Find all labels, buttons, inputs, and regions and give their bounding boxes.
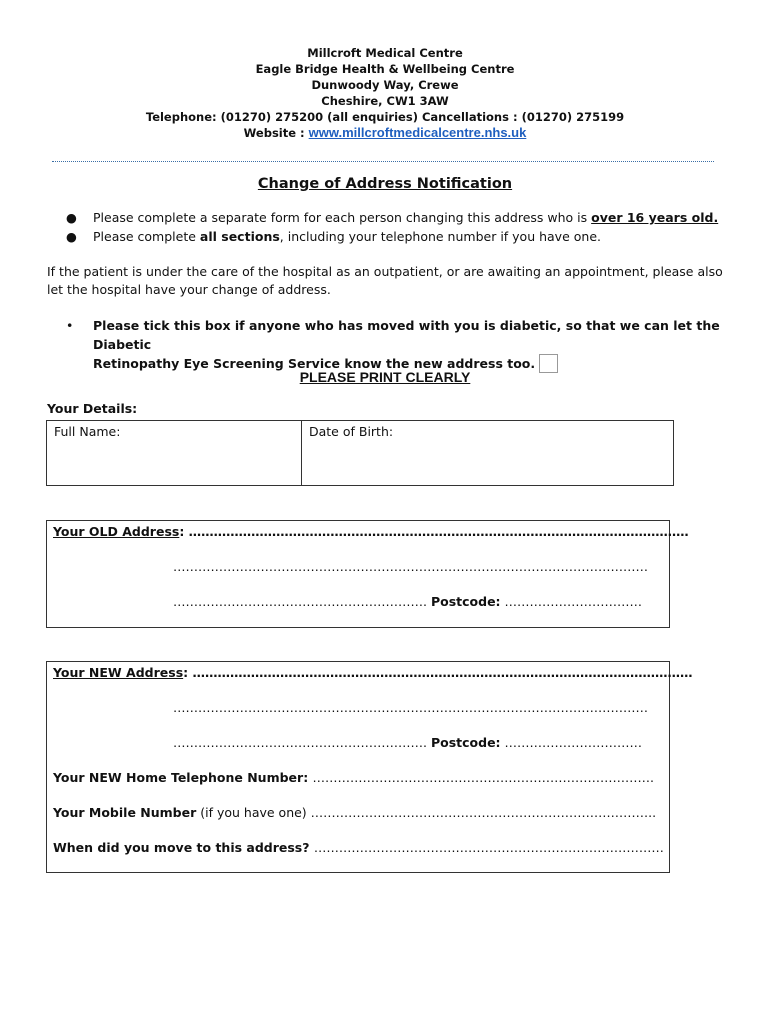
diabetic-note [66, 316, 770, 373]
new-address-label: Your NEW Address [53, 665, 184, 680]
mobile-number-label: Your Mobile Number [53, 805, 197, 820]
move-date-field[interactable] [53, 840, 664, 855]
new-address-box [46, 661, 693, 873]
table-divider [301, 421, 302, 485]
bullet-all-sections [66, 228, 601, 246]
header-divider [52, 161, 714, 162]
home-telephone-field[interactable] [53, 770, 654, 785]
new-address-dots: : ………………………………………………………………………………………………………… [183, 665, 693, 680]
dob-field[interactable]: Date of Birth: [309, 424, 394, 439]
bullet-dot: • [66, 318, 74, 333]
print-clearly-heading: PLEASE PRINT CLEARLY [299, 369, 471, 385]
mobile-number-hint: (if you have one) [196, 805, 311, 820]
address-street: Dunwoody Way, Crewe [311, 78, 459, 92]
new-address-line-1[interactable] [53, 665, 693, 680]
old-postcode-dots: …………………………… [500, 594, 643, 609]
telephone-line: Telephone: (01270) 275200 (all enquiries) Cancellations : (01270) 275199 [145, 110, 625, 124]
new-address-line-2[interactable]: …………………………………………………………………………………………………… [173, 700, 648, 715]
hospital-paragraph: If the patient is under the care of the hospital as an outpatient, or are awaiting an appointment, please also let the hospital have your change of address. [47, 264, 723, 297]
centre-name: Eagle Bridge Health & Wellbeing Centre [255, 62, 515, 76]
details-table [46, 420, 674, 486]
diabetic-line-1: Please tick this box if anyone who has moved with you is diabetic, so that we can let the Diabetic [93, 318, 720, 352]
bullet-text-post: , including your telephone number if you have one. [279, 229, 601, 244]
old-address-line-3[interactable] [173, 594, 642, 609]
your-details-label: Your Details: [47, 401, 138, 416]
bullet-separate-form [66, 209, 718, 227]
old-address-line-2[interactable]: …………………………………………………………………………………………………… [173, 559, 648, 574]
new-postcode-dots: …………………………… [500, 735, 643, 750]
website-link[interactable]: www.millcroftmedicalcentre.nhs.uk [308, 125, 527, 140]
move-date-dots: ………………………………………………………………………… [313, 840, 664, 855]
mobile-number-field[interactable] [53, 805, 656, 820]
form-title: Change of Address Notification [257, 176, 513, 192]
mobile-number-dots: ……………………………………………………………………….. [310, 805, 657, 820]
new-address-line-3[interactable] [173, 735, 642, 750]
bullet-bold: all sections [199, 229, 280, 244]
bullet-dot: ● [66, 210, 77, 225]
address-county: Cheshire, CW1 3AW [321, 94, 449, 108]
bullet-dot: ● [66, 229, 77, 244]
bullet-text: Please complete a separate form for each person changing this address who is [93, 210, 592, 225]
move-date-label: When did you move to this address? [53, 840, 314, 855]
website-line [0, 125, 770, 141]
old-address-box [46, 520, 689, 628]
old-address-line-1[interactable] [53, 524, 689, 539]
bullet-text-pre: Please complete [93, 229, 200, 244]
old-address-label: Your OLD Address [53, 524, 180, 539]
new-postcode-label: Postcode: [430, 735, 501, 750]
home-telephone-dots: ………………………………………………………………………. [312, 770, 655, 785]
new-address-line-3-dots: ……………………………………………………. [173, 735, 431, 750]
practice-name: Millcroft Medical Centre [307, 46, 463, 60]
website-label: Website : [243, 126, 309, 140]
diabetic-line-2: Retinopathy Eye Screening Service know the new address too. [93, 356, 536, 371]
old-address-dots: : ………………………………………………………………………………………………………… [179, 524, 689, 539]
old-postcode-label: Postcode: [430, 594, 501, 609]
home-telephone-label: Your NEW Home Telephone Number: [53, 770, 313, 785]
full-name-field[interactable]: Full Name: [54, 424, 121, 439]
old-address-line-3-dots: ……………………………………………………. [173, 594, 431, 609]
bullet-emphasis: over 16 years old. [591, 210, 719, 225]
